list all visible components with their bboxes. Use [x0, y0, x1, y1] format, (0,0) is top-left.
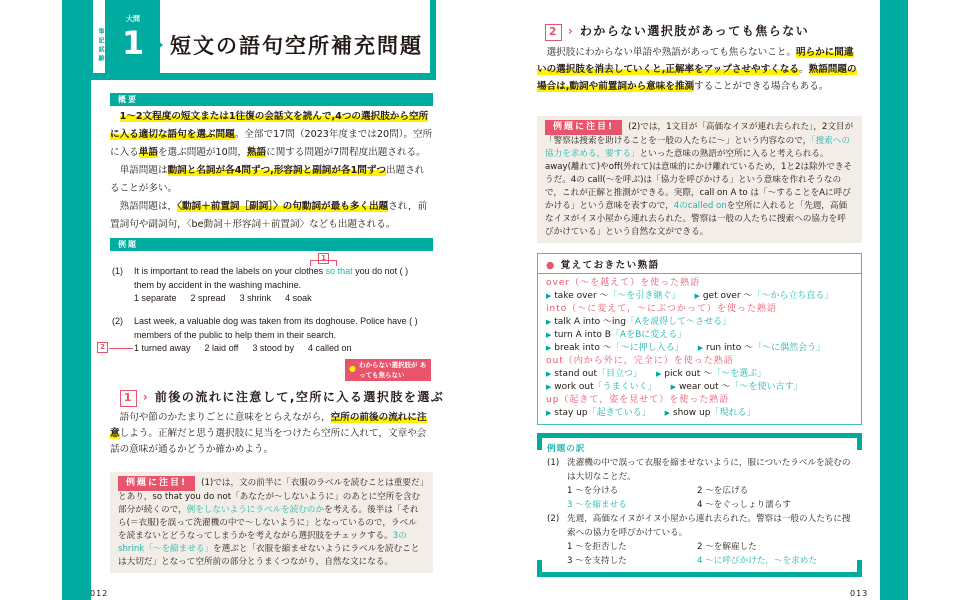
- marker-1: 1: [318, 253, 329, 264]
- text-segment: (2)では，1文目が「高価なイヌが連れ去られた」，2文目が「警察は捜索を助けることを一般の人たちに〜」という内容なので，: [545, 122, 854, 146]
- phrase-group-heading: up（起きて，姿を見せて）を使った熟語: [546, 395, 730, 405]
- text-segment: 語句や節のかたまりごとに意味をとらえながら，: [119, 412, 331, 423]
- translation-title: 例題の訳: [547, 444, 586, 454]
- triangle-bullet-icon: ▶: [546, 409, 552, 417]
- side-label: 筆記試験: [93, 0, 105, 73]
- translation-box: 例題の訳 (1) 洗濯機の中で誤って衣服を縮ませないように，服についたラベルを読むのは大切なことだ。 1 〜を分ける 2 〜を広げる 3 〜を縮ませる 4 〜をぐっしょり濡らす (2) 先週，高価なイヌがイヌ小屋から連れ去られた。警察は一般の人たちに捜索への協力を呼びかけている。 1 〜を拒否した 2 〜を解雇した 3 〜を支持した 4 〜に呼びかけた，〜を求めた: [537, 433, 862, 577]
- triangle-bullet-icon: ▶: [546, 383, 552, 391]
- triangle-bullet-icon: ▶: [694, 292, 700, 300]
- left-edge-bar: [62, 0, 91, 600]
- tip-badge: ● わからない選択肢が あっても焦らない: [345, 359, 431, 381]
- note-tag: 例題に注目!: [545, 120, 622, 135]
- text-segment: (1)では，文の前半に「衣服のラベルを読むことは重要だ」とあり，so that you do not「あなたが〜しないように」のあとに空所を含む部分が続くので，: [118, 478, 424, 515]
- text-segment: され，前置詞句や副詞句，〈be動詞＋形容詞＋前置詞〉なども出題される。: [110, 201, 428, 230]
- phrase-group-heading: into（〜に変えて，〜にぶつかって）を使った熟語: [546, 304, 778, 314]
- highlighted-text: 1〜2文程度の短文または1往復の会話文を読んで,4つの選択肢から空所に入る適切な語句を選ぶ問題: [110, 111, 429, 140]
- section-label: 大問: [126, 15, 140, 23]
- triangle-bullet-icon: ▶: [546, 331, 552, 339]
- point-2-heading: 2 › わからない選択肢があっても焦らない: [545, 22, 809, 41]
- text-segment: 選択肢にわからない単語や熟語があっても焦らないこと。: [546, 47, 796, 58]
- text-segment: といった意味の熟語が空所に入ると考えられる。away(離れて)やoff(外れて)は意味的にかけ離れているため，1と2は除外できそうだ。4の call(〜を呼ぶ)は「協力を呼びかける」という意味を作れそうなので，これが正解と推測ができる。実際，call on A to は「〜することをAに呼びかける」という意味を表すので，: [545, 149, 853, 211]
- highlighted-text: 熟語: [246, 147, 267, 158]
- phrase-item: ▶ pick out 〜「〜を選ぶ」: [656, 369, 767, 379]
- phrase-item: ▶ break into 〜「〜に押し入る」: [546, 343, 684, 353]
- point-2-note: [537, 116, 862, 243]
- triangle-bullet-icon: ▶: [664, 409, 671, 417]
- phrases-box: [537, 253, 862, 425]
- phrase-group-heading: over（〜を越えて）を使った熟語: [546, 278, 701, 288]
- phrase-item: ▶ show up「現れる」: [664, 408, 756, 418]
- marker-2-line: [109, 348, 133, 349]
- examples-bar: 例題: [110, 238, 433, 251]
- phrase-group-heading: out（内から外に，完全に）を使った熟語: [546, 356, 734, 366]
- example-question-2: (2) Last week, a valuable dog was taken from its doghouse. Police have ( ) members of the public to help them in their search. 1 turned away 2 laid off 3 stood by 4 called on: [112, 316, 418, 353]
- text-segment: 出題されることが多い。: [110, 165, 425, 194]
- phrases-title: 覚えておきたい熟語: [560, 260, 660, 271]
- page-number-left: 012: [90, 589, 109, 598]
- text-segment: することができる場合もある。: [694, 81, 829, 92]
- text-segment: を選ぶと「衣服を縮ませないようにラベルを読むことは大切だ」となって空所前の部分とうまくつながり，自然な文になる。: [118, 544, 420, 567]
- lightbulb-icon: ●: [349, 364, 356, 373]
- point-1-note: [110, 472, 433, 573]
- phrase-item: ▶ run into 〜「〜に偶然会う」: [697, 343, 826, 353]
- text-segment: を選ぶ問題が10問，: [157, 147, 247, 158]
- phrase-item: ▶ work out「うまくいく」: [546, 382, 657, 392]
- phrase-item: ▶ get over 〜「〜から立ち直る」: [694, 291, 834, 301]
- highlighted-text: 〈動詞＋前置詞［副詞］〉の句動詞が最も多く出題: [177, 201, 389, 212]
- page-title: 短文の語句空所補充問題: [170, 34, 423, 58]
- page-number-right: 013: [850, 589, 869, 598]
- accent-text: 3のshrink「〜を縮ませる」: [118, 531, 407, 554]
- example-question-1: (1) It is important to read the labels on your clothes so that you do not ( ) them by accident in the washing machine. 1 separate 2 spread 3 shrink 4 soak: [112, 266, 409, 303]
- overview-text: [110, 108, 433, 234]
- text-segment: 。: [799, 64, 809, 75]
- text-segment: を空所に入れると「先週，高価なイヌがイヌ小屋から連れ去られた。警察は一般の人たちに捜索への協力を呼びかけている」という自然な文ができる。: [545, 201, 848, 237]
- triangle-bullet-icon: ▶: [546, 292, 552, 300]
- triangle-bullet-icon: ▶: [656, 370, 662, 378]
- highlighted-text: 熟語問題の場合は,動詞や前置詞から意味を推測: [537, 64, 857, 92]
- phrase-item: ▶ turn A into B「AをBに変える」: [546, 330, 687, 340]
- text-segment: 熟語問題は，: [119, 201, 178, 212]
- text-segment: に関する問題が7問程度出題される。: [266, 147, 426, 158]
- phrase-item: ▶ talk A into 〜ing「Aを説得して〜させる」: [546, 317, 732, 327]
- phrase-item: ▶ wear out 〜「〜を使い古す」: [670, 382, 803, 392]
- triangle-bullet-icon: ▶: [546, 318, 552, 326]
- note-tag: 例題に注目!: [118, 476, 195, 491]
- marker-2: 2: [97, 342, 108, 353]
- triangle-bullet-icon: ▶: [670, 383, 677, 391]
- phrase-item: ▶ stand out「目立つ」: [546, 369, 643, 379]
- accent-text: 4のcalled on: [673, 201, 727, 211]
- point-1-text: [110, 410, 433, 458]
- right-edge-bar: [880, 0, 908, 600]
- point-2-text: [537, 44, 862, 95]
- text-segment: しよう。正解だと思う選択肢に見当をつけたら空所に入れて，文章や会話の意味が通るかどうか確かめよう。: [110, 428, 427, 455]
- highlighted-text: 単語: [138, 147, 158, 158]
- accent-text: 「捜索への協力を求める，要する」: [545, 136, 850, 159]
- highlighted-text: 空所の前後の流れに注意: [110, 412, 427, 439]
- phrase-item: ▶ take over 〜「〜を引き継ぐ」: [546, 291, 681, 301]
- title-arrow-icon: [157, 40, 163, 50]
- triangle-bullet-icon: ▶: [546, 370, 552, 378]
- text-segment: を考える。後半は「それら(＝衣服)を誤って洗濯機の中で〜しないように」となっているので，ラベルを読まないとどうなってしまうかを考えながら選択肢をチェックする。: [118, 505, 419, 541]
- text-segment: 単語問題は: [119, 165, 168, 176]
- point-1-heading: 1 › 前後の流れに注意して,空所に入る選択肢を選ぶ: [120, 388, 444, 407]
- triangle-bullet-icon: ▶: [697, 344, 704, 352]
- bullet-icon: ●: [546, 260, 556, 271]
- accent-text: 例をしないようにラベルを読むのか: [186, 505, 325, 515]
- highlighted-text: 動詞と名詞が各4問ずつ,形容詞と副詞が各1問ずつ: [167, 165, 387, 176]
- overview-bar: 概要: [110, 93, 433, 106]
- translation-2: (2) 先週，高価なイヌがイヌ小屋から連れ去られた。警察は一般の人たちに捜索への協力を呼びかけている。: [547, 514, 851, 538]
- phrase-item: ▶ stay up「起きている」: [546, 408, 651, 418]
- triangle-bullet-icon: ▶: [546, 344, 552, 352]
- section-number: 1: [121, 24, 145, 62]
- text-segment: 。全部で17問（2023年度までは20問）。空所に入る: [110, 129, 433, 158]
- highlighted-text: 明らかに間違いの選択肢を消去していくと,正解率をアップさせやすくなる: [537, 47, 854, 75]
- translation-1: (1) 洗濯機の中で誤って衣服を縮ませないように，服についたラベルを読むのは大切なことだ。: [547, 458, 851, 482]
